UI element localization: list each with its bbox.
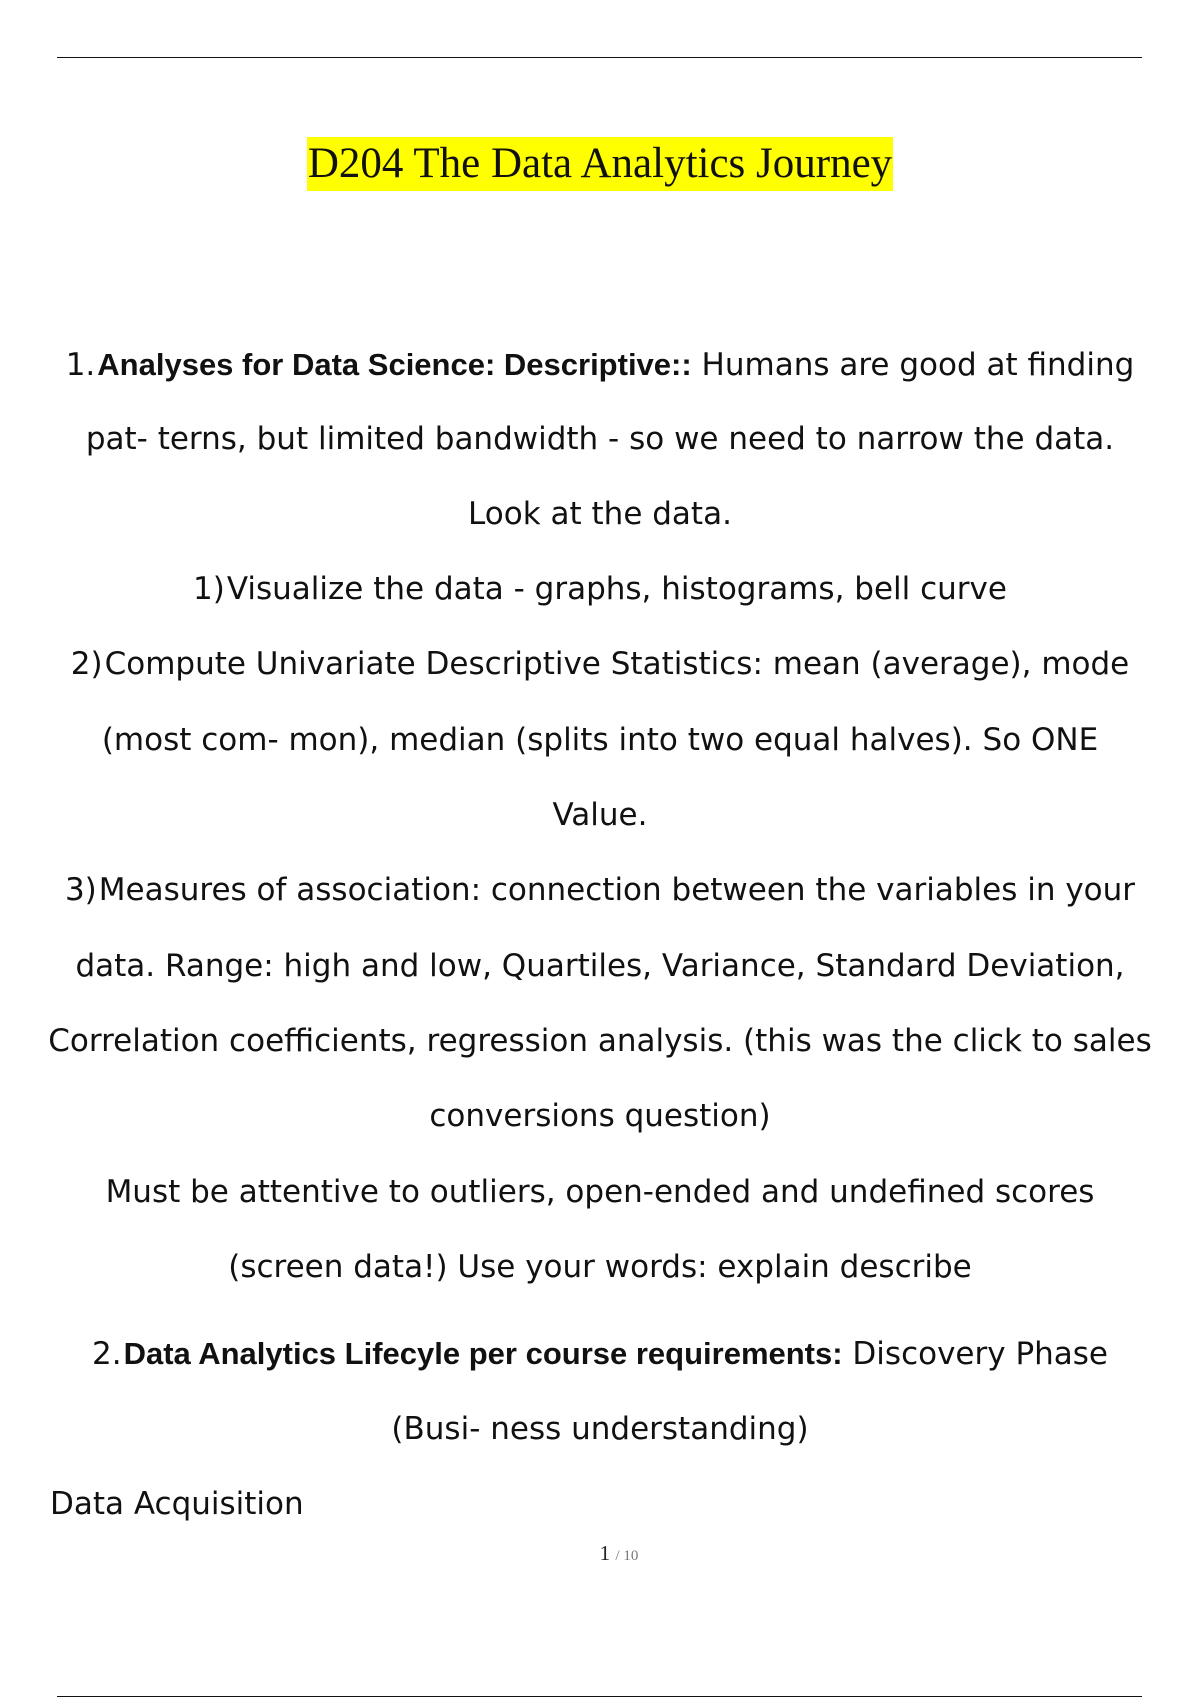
page-current: 1: [599, 1541, 611, 1565]
item2-line-2: (Busi- ness understanding): [391, 1411, 809, 1447]
sub2-line-2: (most com- mon), median (splits into two equal halves). So ONE: [101, 722, 1099, 758]
sub2-text: Compute Univariate Descriptive Statistics: mean (average), mode: [104, 646, 1130, 682]
item1-line-2: pat- terns, but limited bandwidth - so we need to narrow the data.: [85, 421, 1115, 457]
document-title: D204 The Data Analytics Journey: [307, 137, 893, 191]
item1-number: 1.: [65, 347, 96, 383]
sub3-line-2: data. Range: high and low, Quartiles, Variance, Standard Deviation,: [75, 948, 1125, 984]
sub3-line-3: Correlation coefficients, regression analysis. (this was the click to sales: [48, 1023, 1152, 1059]
page-total: / 10: [615, 1548, 639, 1564]
sub3-number: 3): [64, 872, 97, 908]
sub2-number: 2): [70, 646, 103, 682]
top-rule: [57, 57, 1142, 58]
sub2-line-3: Value.: [552, 797, 648, 833]
note-line-2: (screen data!) Use your words: explain describe: [228, 1249, 972, 1285]
bottom-rule: [57, 1696, 1142, 1697]
sub1-text: Visualize the data - graphs, histograms, bell curve: [226, 571, 1007, 607]
sub3-text: Measures of association: connection between the variables in your: [98, 872, 1136, 908]
sub3-first-line: [0, 869, 1200, 911]
item2-number: 2.: [91, 1336, 122, 1372]
sub1-number: 1): [193, 571, 225, 607]
item1-heading: Analyses for Data Science: Descriptive::: [97, 347, 692, 382]
item1-text: Humans are good at finding: [691, 347, 1135, 383]
sub2-first-line: [0, 643, 1200, 685]
sub1-line: [0, 568, 1200, 610]
item2-first-line: [0, 1333, 1200, 1375]
page-number: [0, 1538, 1200, 1571]
sub3-line-4: conversions question): [429, 1098, 771, 1134]
title-container: [0, 137, 1200, 191]
item1-line-3: Look at the data.: [468, 496, 732, 532]
note-line-1: Must be attentive to outliers, open-ended and undefined scores: [105, 1174, 1095, 1210]
item2-heading: Data Analytics Lifecyle per course requirements:: [123, 1336, 843, 1371]
data-acquisition-text: Data Acquisition: [50, 1486, 304, 1522]
item1-first-line: [0, 344, 1200, 386]
item2-text: Discovery Phase: [842, 1336, 1109, 1372]
